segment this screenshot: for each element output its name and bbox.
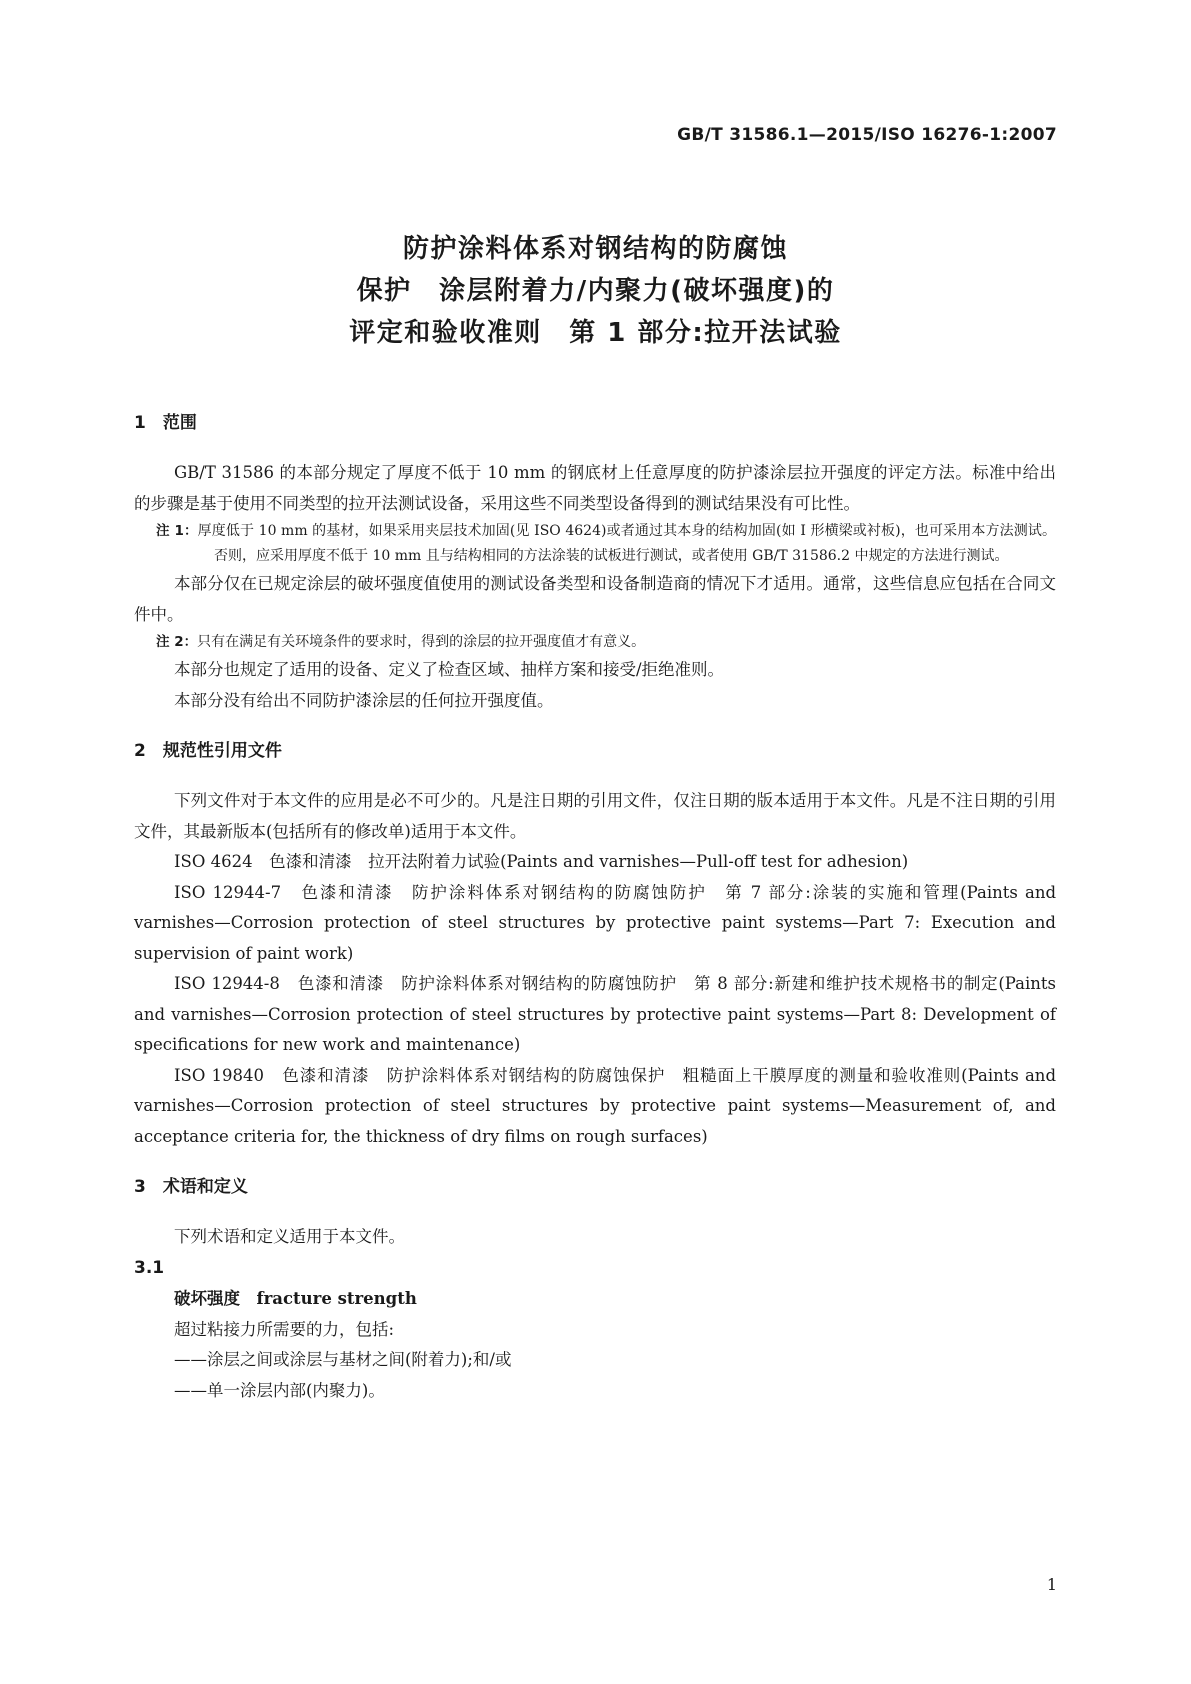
title-line-3: 评定和验收准则 第 1 部分:拉开法试验: [349, 318, 842, 348]
section-3-heading: 3 术语和定义: [134, 1177, 248, 1197]
section-2-intro: 下列文件对于本文件的应用是必不可少的。凡是注日期的引用文件，仅注日期的版本适用于本文件。凡是不注日期的引用文件，其最新版本(包括所有的修改单)适用于本文件。: [134, 791, 1056, 841]
note-2-text: 只有在满足有关环境条件的要求时，得到的涂层的拉开强度值才有意义。: [197, 634, 646, 650]
term-definition: 超过粘接力所需要的力，包括:: [174, 1319, 395, 1339]
definition-item-2: ——单一涂层内部(内聚力)。: [174, 1380, 385, 1400]
reference-iso-12944-7: [134, 878, 1056, 970]
term-chinese: 破坏强度: [174, 1288, 240, 1308]
reference-iso-12944-8: [134, 969, 1056, 1061]
note-1-label: 注 1：: [156, 523, 198, 539]
document-body: [134, 408, 1056, 1406]
section-2-heading: 2 规范性引用文件: [134, 741, 282, 761]
standard-code: GB/T 31586.1—2015/ISO 16276-1:2007: [677, 125, 1057, 145]
definition-item-1: ——涂层之间或涂层与基材之间(附着力);和/或: [174, 1350, 512, 1369]
reference-iso-4624: [134, 847, 1056, 878]
term-number: 3.1: [134, 1257, 165, 1278]
reference-code: ISO 19840: [174, 1065, 264, 1085]
section-1-paragraph-3: 本部分也规定了适用的设备、定义了检查区域、抽样方案和接受/拒绝准则。: [174, 660, 725, 679]
note-1: [134, 519, 1056, 569]
section-1-heading: 1 范围: [134, 413, 197, 433]
reference-code: ISO 4624: [174, 852, 253, 871]
section-1-paragraph-4: 本部分没有给出不同防护漆涂层的任何拉开强度值。: [174, 690, 554, 710]
note-2-label: 注 2：: [156, 634, 198, 650]
term-english: fracture strength: [256, 1288, 417, 1308]
title-line-1: 防护涂料体系对钢结构的防腐蚀: [402, 234, 788, 264]
reference-code: ISO 12944-8: [174, 974, 280, 993]
section-1-paragraph-2: 本部分仅在已规定涂层的破坏强度值使用的测试设备类型和设备制造商的情况下才适用。通常，这些信息应包括在合同文件中。: [134, 574, 1056, 624]
reference-text: 色漆和清漆 防护涂料体系对钢结构的防腐蚀防护 第 7 部分:涂装的实施和管理(Paints and varnishes—Corrosion protection of steel structures by protective paint systems—Part 7: Execution and supervision of paint work): [134, 882, 1057, 963]
reference-iso-19840: [134, 1061, 1056, 1153]
reference-text: 色漆和清漆 拉开法附着力试验(Paints and varnishes—Pull-off test for adhesion): [269, 852, 909, 871]
section-1-paragraph-1: GB/T 31586 的本部分规定了厚度不低于 10 mm 的钢底材上任意厚度的防护漆涂层拉开强度的评定方法。标准中给出的步骤是基于使用不同类型的拉开法测试设备，采用这些不同类型设备得到的测试结果没有可比性。: [134, 463, 1056, 513]
title-line-2: 保护 涂层附着力/内聚力(破坏强度)的: [356, 276, 835, 306]
note-2: [134, 630, 1056, 655]
term-name: [134, 1283, 1056, 1315]
note-1-text: 厚度低于 10 mm 的基材，如果采用夹层技术加固(见 ISO 4624)或者通过其本身的结构加固(如 I 形横梁或衬板)，也可采用本方法测试。否则，应采用厚度不低于 10 mm 且与结构相同的方法涂装的试板进行测试，或者使用 GB/T 31586.2 中规定的方法进行测试。: [197, 523, 1057, 564]
section-3-intro: 下列术语和定义适用于本文件。: [174, 1227, 405, 1246]
reference-code: ISO 12944-7: [174, 882, 282, 902]
reference-text: 色漆和清漆 防护涂料体系对钢结构的防腐蚀保护 粗糙面上干膜厚度的测量和验收准则(Paints and varnishes—Corrosion protection of steel structures by protective paint systems—Measurement of, and acceptance criteria for, the thickness of dry films on rough surfaces): [134, 1065, 1057, 1146]
page-number: 1: [1046, 1575, 1057, 1594]
document-title: [0, 228, 1191, 354]
reference-text: 色漆和清漆 防护涂料体系对钢结构的防腐蚀防护 第 8 部分:新建和维护技术规格书的制定(Paints and varnishes—Corrosion protection of steel structures by protective paint systems—Part 8: Development of specifications for new work and maintenance): [134, 974, 1057, 1054]
